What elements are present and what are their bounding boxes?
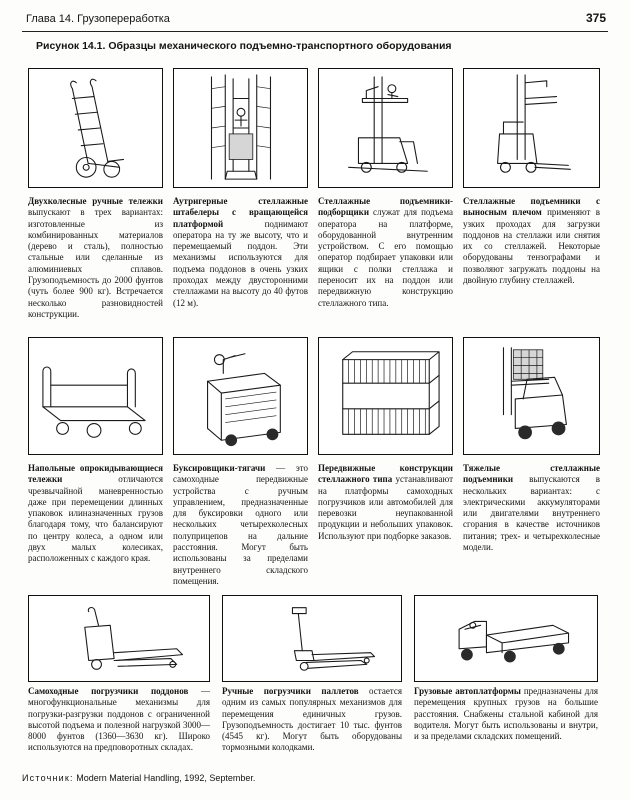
mobile-rack-icon xyxy=(318,337,453,455)
heavy-forklift-icon xyxy=(463,337,600,455)
reach-truck-icon xyxy=(463,68,600,188)
page-number: 375 xyxy=(585,11,606,25)
source-text: Modern Material Handling, 1992, September. xyxy=(76,773,256,783)
figure-caption: Двухколесные ручные тележки выпускают в трех вариантах: изготовленные из комбинированных материалов (дерево и сталь), полностью стальные или сделанные из алюминиевых сплавов. Грузоподъемность до 2000 фунтов (чуть более 900 кг). Встречается несколько разновидностей конструкции. xyxy=(28,196,163,319)
figure-caption: Аутригерные стеллажные штабелеры с вращающейся платформой поднимают оператора на ту же высоту, что и перемещаемый поддон. Эти механизмы используются для подъема поддонов в очень узких проходах между двусторонними стеллажами на высоту до 40 футов (12 м). xyxy=(173,196,308,308)
figure-source xyxy=(22,773,255,783)
figure-caption: Грузовые автоплатформы предназначены для перемещения крупных грузов на большие расстояния. Снабжены стальной кабиной для водителя. Могут быть использованы и внутри, и за пределами складских помещений. xyxy=(414,686,598,742)
outrigger-stacker-icon xyxy=(173,68,308,188)
running-header xyxy=(22,9,608,32)
source-label: Источник: xyxy=(22,773,74,783)
figure-caption: Напольные опрокидывающиеся тележки отличаются чрезвычайной маневренностью даже при перемещении длинных упаковок илиназначенных грузов благодаря тому, что балансируют по центру колеса, а одном или двух малых колесиках, расположенных с каждого края. xyxy=(28,463,163,564)
figure-caption: Стеллажные подъемники-подборщики служат для подъема оператора на платформе, оборудованной внутренним устройством. С его помощью оператор подбирает упаковки или ящики с полки стеллажа и переносит их на поддон или передвижную конструкцию стеллажного типа. xyxy=(318,196,453,308)
order-picker-icon xyxy=(318,68,453,188)
cargo-platform-icon xyxy=(414,595,598,682)
hand-pallet-jack-icon xyxy=(222,595,402,682)
platform-truck-icon xyxy=(28,337,163,455)
tow-tractor-icon xyxy=(173,337,308,455)
figure-caption: Самоходные погрузчики поддонов — многофункциональные механизмы для погрузки-разгрузки поддонов с ограниченной высотой подъема и полезной нагрузкой 3000—8000 фунтов (1360—3630 кг). Широко используются на предповоротных складах. xyxy=(28,686,210,753)
figure-caption: Стеллажные подъемники с выносным плечом применяют в узких проходах для загрузки поддонов на стеллажи или снятия их со стеллажей. Некоторые оборудованы тензографами и позволяют загружать поддоны на двойную глубину стеллажей. xyxy=(463,196,600,286)
figure-title: Рисунок 14.1. Образцы механического подъемно-транспортного оборудования xyxy=(36,40,452,52)
figure-caption: Тяжелые стеллажные подъемники выпускаются в нескольких вариантах: с электрическими аккумуляторами или двигателями внутреннего сгорания в качестве источников питания; трех- и четырехколесные модели. xyxy=(463,463,600,553)
hand-truck-icon xyxy=(28,68,163,188)
figure-caption: Передвижные конструкции стеллажного типа устанавливают на платформы самоходных погрузчиков или автомобилей для перевозки неупакованной продукции и небольших упаковок. Используют при подборке заказов. xyxy=(318,463,453,541)
figure-caption: Буксировщики-тягачи — это самоходные передвижные устройства с ручным управлением, предназначенные для буксировки одного или нескольких четырехколесных полуприцепов на дальние расстояния. Могут быть использованы за пределами внутреннего складского помещения. xyxy=(173,463,308,586)
chapter-title: Глава 14. Грузопереработка xyxy=(26,13,170,25)
powered-pallet-truck-icon xyxy=(28,595,210,682)
figure-caption: Ручные погрузчики паллетов остается одним из самых популярных механизмов для перемещения единичных грузов. Грузоподъемность достигает 10 тыс. фунтов (4545 кг). Могут быть оборудованы тормозными колодками. xyxy=(222,686,402,753)
